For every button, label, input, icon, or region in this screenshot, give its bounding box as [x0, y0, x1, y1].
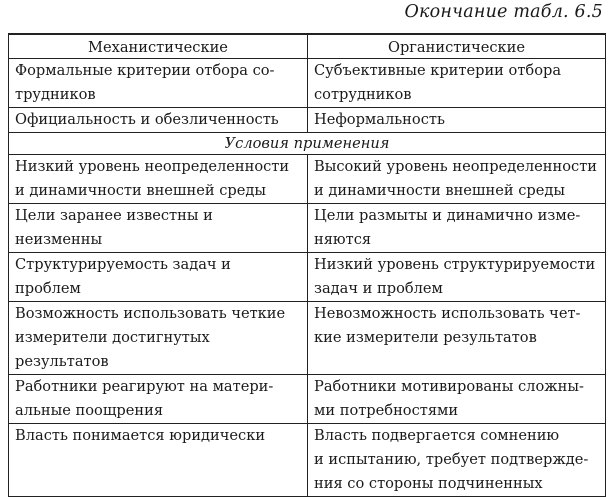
organistic-cell: [308, 424, 606, 497]
table-row: [9, 375, 606, 424]
organistic-cell: [308, 253, 606, 302]
organistic-cell: [308, 375, 606, 424]
cell-text: Низкий уровень неопределенности и динамичности внешней среды: [15, 158, 290, 199]
mechanistic-cell: [9, 302, 308, 375]
cell-text: Цели заранее известны и неизменны: [15, 207, 213, 248]
cell-text: Официальность и обезличенность: [15, 111, 279, 128]
organistic-cell: [308, 108, 606, 133]
table-caption: Окончание табл. 6.5: [404, 2, 603, 22]
cell-text: Невозможность использовать чет- кие измерители результатов: [314, 305, 581, 346]
mechanistic-cell: [9, 59, 308, 108]
section-row: [9, 133, 606, 155]
cell-text: Цели размыты и динамично изме- няются: [314, 207, 581, 248]
mechanistic-cell: [9, 253, 308, 302]
table-row: [9, 204, 606, 253]
cell-text: Неформальность: [314, 111, 445, 128]
mechanistic-cell: [9, 108, 308, 133]
cell-text: Возможность использовать четкие измерители достигнутых результатов: [15, 305, 286, 370]
organistic-cell: [308, 302, 606, 375]
table-row: [9, 155, 606, 204]
table-row: [9, 59, 606, 108]
cell-text: Структурируемость задач и проблем: [15, 256, 231, 297]
section-label: Условия применения: [9, 133, 606, 155]
table-row: [9, 108, 606, 133]
cell-text: Низкий уровень структурируемости задач и проблем: [314, 256, 596, 297]
header-mechanistic: Механистические: [9, 34, 308, 59]
table-row: [9, 302, 606, 375]
rows-before-section: [9, 59, 606, 133]
organistic-cell: [308, 155, 606, 204]
cell-text: Субъективные критерии отбора сотрудников: [314, 62, 562, 103]
mechanistic-cell: [9, 204, 308, 253]
organistic-cell: [308, 59, 606, 108]
table-header-row: [9, 34, 606, 59]
cell-text: Работники мотивированы сложны- ми потребностями: [314, 378, 584, 419]
mechanistic-cell: [9, 155, 308, 204]
organistic-cell: [308, 204, 606, 253]
cell-text: Работники реагируют на матери- альные поощрения: [15, 378, 274, 419]
cell-text: Формальные критерии отбора со- трудников: [15, 62, 275, 103]
cell-text: Власть понимается юридически: [15, 427, 266, 444]
comparison-table: [8, 33, 606, 497]
cell-text: Высокий уровень неопределенности и динамичности внешней среды: [314, 158, 597, 199]
header-organistic: Органистические: [308, 34, 606, 59]
cell-text: Власть подвергается сомнению и испытанию, требует подтвержде- ния со стороны подчиненных: [314, 427, 589, 492]
table-row: [9, 424, 606, 497]
table-row: [9, 253, 606, 302]
rows-after-section: [9, 155, 606, 497]
mechanistic-cell: [9, 375, 308, 424]
mechanistic-cell: [9, 424, 308, 497]
